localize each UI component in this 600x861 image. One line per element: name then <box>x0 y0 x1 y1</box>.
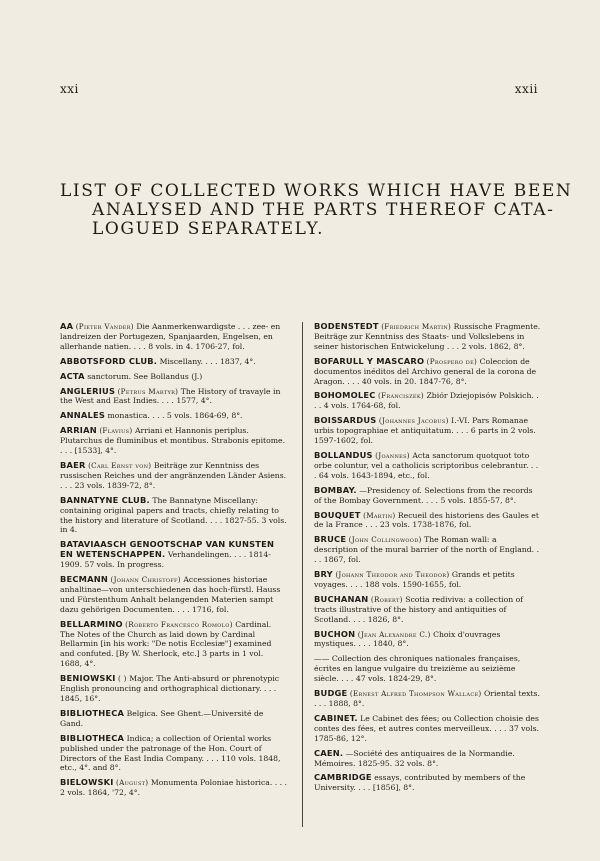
catalogue-entry <box>60 674 287 704</box>
entry-text: Le Cabinet des fées; ou Collection choisie des contes des fées, et autres contes merveilleux. . . . 37 vols. 1785-86, 12°. <box>314 713 539 743</box>
entry-author: (Prospero de) <box>426 356 478 366</box>
entry-heading: ACTA <box>60 370 85 381</box>
entry-heading: BOISSARDUS <box>314 415 377 426</box>
entry-heading: ABBOTSFORD CLUB. <box>60 355 158 366</box>
entry-text: Die Aanmerkenwardigste . . . zee- en landreizen der Portugezen, Spanjaarden, Engelsen, en allerhande natien. . . . 8 vols. in 4. 1706-27, fol. <box>60 322 281 351</box>
entry-heading: CABINET. <box>314 712 358 723</box>
entry-heading: BUCHANAN <box>314 593 369 604</box>
entry-heading: BOUQUET <box>314 509 361 520</box>
catalogue-entry <box>314 595 541 625</box>
entry-author: (Martin) <box>363 510 396 520</box>
catalogue-entry <box>314 511 541 531</box>
catalogue-entry <box>314 689 541 709</box>
page-title <box>60 181 573 239</box>
entry-heading: BAER <box>60 459 86 470</box>
catalogue-entry <box>60 387 287 407</box>
entry-author: (Johann Theodor and Theodor) <box>335 570 450 580</box>
entry-text: Accessiones historiae anhaltinae—von unterschiedenen das hoch-fürstl. Hauss und Fürstenthum Anhalt belangenden Materien sampt dazu gehörigen Documenten. . . . 1716, fol. <box>60 575 281 614</box>
entry-text: —— Collection des chroniques nationales françaises, écrites en langue vulgaire du treizième au seizième siècle. . . . 47 vols. 1824-29, 8°. <box>314 654 521 684</box>
catalogue-entry <box>314 357 541 387</box>
entry-text: Scotia rediviva: a collection of tracts illustrative of the history and antiquities of Scotland. . . . 1826, 8°. <box>314 594 524 624</box>
page-number-right: xxii <box>514 82 538 96</box>
entry-heading: BECMANN <box>60 574 109 585</box>
entry-heading: CAEN. <box>314 747 344 758</box>
catalogue-entry <box>60 411 287 421</box>
entry-text: Oriental texts. . . . 1888, 8°. <box>314 689 540 708</box>
right-column <box>314 322 541 798</box>
entry-text: Beiträge zur Kenntniss des russischen Reiches und der angränzenden Länder Asiens. . . . 23 vols. 1839-72, 8°. <box>60 460 287 490</box>
title-line-3: LOGUED SEPARATELY. <box>92 219 325 239</box>
entry-author: (Ernest Alfred Thompson Wallace) <box>349 689 482 699</box>
page-number-left: xxi <box>60 82 79 96</box>
catalogue-entry <box>314 451 541 481</box>
catalogue-entry <box>60 496 287 536</box>
entry-text: Cardinal. The Notes of the Church as laid down by Cardinal Bellarmin [in his work: "De notis Ecclesiæ"] examined and confuted. [By W. Sherlock, etc.] 3 parts in 1 vol. 1688, 4°. <box>60 619 272 669</box>
entry-text: Belgica. See Ghent.—Université de Gand. <box>60 708 264 728</box>
entry-text: Coleccion de documentos inéditos del Archivo general de la corona de Aragon. . . . 40 vols. in 20. 1847-76, 8°. <box>314 356 537 386</box>
entry-heading: BODENSTEDT <box>314 321 379 331</box>
entry-text: Major. The Anti-absurd or phrenotypic English pronouncing and orthographical dictionary. . . . 1845, 16°. <box>60 674 280 703</box>
catalogue-entry <box>314 749 541 769</box>
entry-heading: BIBLIOTHECA <box>60 707 125 718</box>
entry-text: Choix d'ouvrages mystiques. . . . 1840, 8°. <box>314 629 501 649</box>
catalogue-entry <box>60 734 287 774</box>
entry-heading: BOLLANDUS <box>314 449 373 460</box>
left-column <box>60 322 287 803</box>
entry-author: (Pieter Vander) <box>75 322 134 331</box>
catalogue-entry <box>60 575 287 615</box>
entry-text: —Presidency of. Selections from the records of the Bombay Government. . . . 5 vols. 1855-57, 8°. <box>314 485 533 505</box>
entry-heading: BATAVIAASCH GENOOTSCHAP VAN KUNSTEN EN WETENSCHAPPEN. <box>60 539 275 560</box>
entry-heading: BRUCE <box>314 534 347 545</box>
entry-heading: BELLARMINO <box>60 618 123 629</box>
entry-heading: BRY <box>314 569 333 580</box>
entry-text: Indica; a collection of Oriental works published under the patronage of the Hon. Court of Directors of the East India Company. . . . 110 vols. 1848, etc., 4°. and 8°. <box>60 733 281 773</box>
catalogue-entry <box>60 778 287 798</box>
entry-author: (Robert) <box>370 594 403 604</box>
entry-text: I.-VI. Pars Romanae urbis topographiae et antiquitatum. . . . 6 parts in 2 vols. 1597-1602, fol. <box>314 416 536 446</box>
entry-text: The Bannatyne Miscellany: containing original papers and tracts, chiefly relating to the history and literature of Scotland. . . . 1827-55. 3 vols. in 4. <box>60 495 287 535</box>
catalogue-entry <box>60 322 287 352</box>
entry-text: —Société des antiquaires de la Normandie. Mémoires. 1825-95. 32 vols. 8°. <box>314 748 515 768</box>
entry-text: Arriani et Hannonis periplus. Plutarchus de fluminibus et montibus. Strabonis epitome. . . . [1533], 4°. <box>60 426 286 456</box>
catalogue-entry <box>60 372 287 382</box>
entry-text: Recueil des historiens des Gaules et de la France . . . 23 vols. 1738-1876, fol. <box>314 510 539 530</box>
entry-text: Zbiór Dziejopisów Polskich. . . . 4 vols. 1764-68, fol. <box>314 391 539 411</box>
catalogue-entry <box>314 391 541 411</box>
entry-author: (Johann Christoff) <box>110 575 181 585</box>
catalogue-entry <box>314 714 541 744</box>
entry-author: (Franciszek) <box>377 391 425 401</box>
catalogue-entry <box>314 773 541 793</box>
catalogue-entry <box>60 709 287 729</box>
entry-text: Russische Fragmente. Beiträge zur Kenntniss des Staats- und Volkslebens in seiner historischen Entwickelung . . . 2 vols. 1862, 8°. <box>314 322 541 351</box>
entry-author: (Johannes Jacobus) <box>378 416 449 426</box>
entry-text: essays, contributed by members of the University. . . . [1856], 8°. <box>314 773 526 793</box>
entry-heading: BOHOMOLEC <box>314 390 376 401</box>
entry-heading: BIBLIOTHECA <box>60 732 125 743</box>
catalogue-entry <box>314 535 541 565</box>
entry-author: ( ) <box>117 674 127 684</box>
entry-author: (Joannes) <box>375 450 410 460</box>
entry-author: (Jean Alexandre C.) <box>357 629 431 639</box>
catalogue-entry <box>314 570 541 590</box>
entry-text: Verhandelingen. . . . 1814-1909. 57 vols. In progress. <box>60 550 271 570</box>
entry-heading: CAMBRIDGE <box>314 772 372 783</box>
catalogue-entry <box>314 322 541 352</box>
catalogue-entry <box>60 426 287 456</box>
entry-text: Miscellany. . . . 1837, 4°. <box>159 356 256 366</box>
entry-author: (Flavius) <box>99 426 133 436</box>
catalogue-entry <box>60 461 287 491</box>
entry-heading: ARRIAN <box>60 425 97 436</box>
entry-author: (Friedrich Martin) <box>381 322 452 331</box>
column-divider <box>302 322 303 827</box>
entry-heading: BUDGE <box>314 688 348 699</box>
entry-author: (Roberto Francesco Romolo) <box>125 619 233 629</box>
entry-text: Grands et petits voyages. . . . 188 vols. 1590-1655, fol. <box>314 570 515 589</box>
catalogue-entry <box>314 654 541 684</box>
catalogue-entry <box>60 357 287 367</box>
entry-heading: BUCHON <box>314 628 356 639</box>
entry-author: (Petrus Martyr) <box>117 386 179 396</box>
entry-author: (August) <box>116 778 149 788</box>
entry-text: Acta sanctorum quotquot toto orbe coluntur, vel a catholicis scriptoribus celebrantur. . . . 64 vols. 1643-1894, etc., fol. <box>314 450 539 480</box>
entry-heading: BIELOWSKI <box>60 777 114 788</box>
entry-text: monastica. . . . 5 vols. 1864-69, 8°. <box>107 411 243 421</box>
entry-text: The Roman wall: a description of the mural barrier of the north of England. . . . 1867, fol. <box>314 535 540 565</box>
entry-heading: BOMBAY. <box>314 484 357 495</box>
catalogue-entry <box>314 486 541 506</box>
entry-heading: BENIOWSKI <box>60 673 116 684</box>
catalogue-entry <box>314 416 541 446</box>
entry-heading: BOFARULL Y MASCARO <box>314 355 425 366</box>
entry-text: sanctorum. See Bollandus (J.) <box>87 371 203 381</box>
catalogue-entry <box>60 540 287 570</box>
title-line-1: LIST OF COLLECTED WORKS WHICH HAVE BEEN <box>60 181 573 201</box>
entry-text: The History of travayle in the West and East Indies. . . . 1577, 4°. <box>60 386 281 406</box>
catalogue-entry <box>314 630 541 650</box>
entry-heading: BANNATYNE CLUB. <box>60 494 150 505</box>
entry-heading: AA <box>60 321 74 331</box>
entry-author: (Carl Ernst von) <box>88 460 152 470</box>
entry-heading: ANGLERIUS <box>60 385 116 396</box>
title-line-2: ANALYSED AND THE PARTS THEREOF CATA- <box>92 200 555 220</box>
catalogue-entry <box>60 620 287 670</box>
entry-heading: ANNALES <box>60 410 106 421</box>
entry-author: (John Collingwood) <box>348 535 422 545</box>
entry-text: Monumenta Poloniae historica. . . . 2 vols. 1864, '72, 4°. <box>60 778 287 798</box>
